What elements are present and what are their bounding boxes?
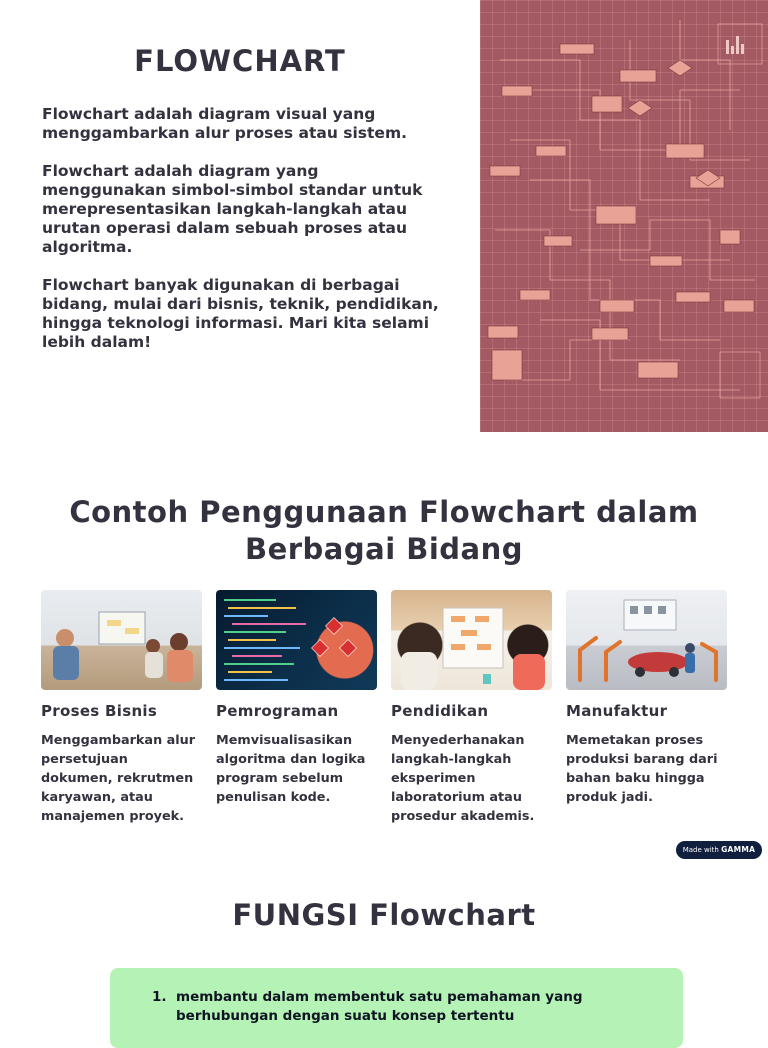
fungsi-title: FUNGSI Flowchart (232, 898, 536, 932)
card-description: Memetakan proses produksi barang dari bahan baku hingga produk jadi. (566, 733, 718, 805)
hero-section (0, 0, 480, 432)
manufacturing-graphic (566, 590, 727, 690)
education-graphic (391, 590, 552, 690)
card-manufaktur (566, 590, 727, 807)
hero-paragraph-1: Flowchart adalah diagram visual yang menggambarkan alur proses atau sistem. (42, 105, 407, 142)
card-title: Pemrograman (216, 702, 339, 720)
card-title: Proses Bisnis (41, 702, 158, 720)
examples-title: Contoh Penggunaan Flowchart dalam Berbagai Bidang (69, 495, 699, 566)
card-description: Memvisualisasikan algoritma dan logika program sebelum penulisan kode. (216, 733, 366, 805)
fungsi-list (110, 968, 683, 1048)
card-title: Pendidikan (391, 702, 489, 720)
list-item-number: 1. (152, 989, 167, 1005)
flowchart-illustration-graphic (480, 0, 768, 432)
list-item (152, 988, 632, 1026)
card-pendidikan (391, 590, 552, 826)
badge-prefix: Made with (682, 846, 719, 854)
hero-text (42, 105, 442, 371)
card-description: Menggambarkan alur persetujuan dokumen, rekrutmen karyawan, atau manajemen proyek. (41, 733, 196, 824)
badge-brand-logo: GAMMA (721, 845, 756, 854)
business-meeting-image (41, 590, 202, 690)
programming-graphic (216, 590, 377, 690)
manufacturing-image (566, 590, 727, 690)
education-image (391, 590, 552, 690)
list-item-text: membantu dalam membentuk satu pemahaman yang berhubungan dengan suatu konsep tertentu (176, 989, 583, 1024)
card-description: Menyederhanakan langkah-langkah eksperimen laboratorium atau prosedur akademis. (391, 733, 535, 824)
made-with-badge[interactable] (676, 841, 762, 859)
card-title: Manufaktur (566, 702, 668, 720)
business-meeting-graphic (41, 590, 202, 690)
hero-paragraph-2: Flowchart adalah diagram yang menggunakan simbol-simbol standar untuk merepresentasikan langkah-langkah atau urutan operasi dalam sebuah proses atau algoritma. (42, 162, 423, 256)
hero-title: FLOWCHART (134, 44, 346, 78)
programming-image (216, 590, 377, 690)
flowchart-illustration (480, 0, 768, 432)
card-pemrograman (216, 590, 377, 807)
card-proses-bisnis (41, 590, 202, 826)
hero-paragraph-3: Flowchart banyak digunakan di berbagai bidang, mulai dari bisnis, teknik, pendidikan, hingga teknologi informasi. Mari kita selami lebih dalam! (42, 276, 439, 351)
